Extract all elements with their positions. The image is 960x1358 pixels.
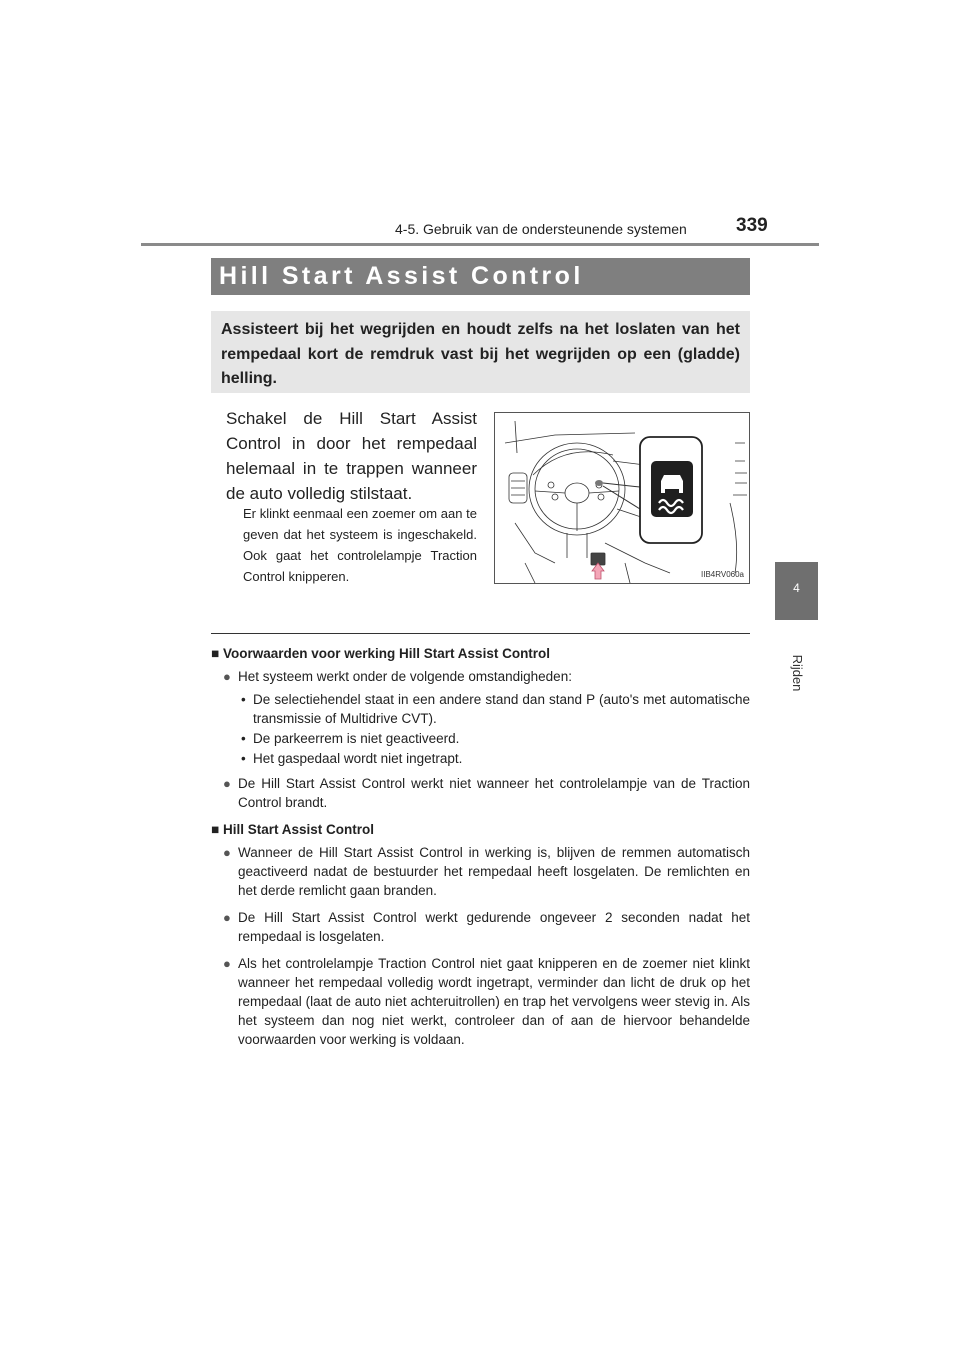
detail-content [211, 644, 750, 1057]
page-number: 339 [736, 215, 768, 236]
header-rule [141, 243, 819, 246]
section-divider [211, 633, 750, 634]
list-item: ● De Hill Start Assist Control werkt niet wanneer het controlelampje van de Traction Control brandt. [223, 776, 750, 810]
traction-control-indicator-icon [651, 461, 693, 517]
chapter-number: 4 [793, 581, 800, 595]
bullet-marker: ● [223, 776, 231, 791]
subsection-heading-hill-start: ■ Hill Start Assist Control [211, 822, 375, 837]
page-title: Hill Start Assist Control [219, 262, 584, 290]
running-header-section: 4-5. Gebruik van de ondersteunende systemen [395, 221, 687, 237]
list-item: ● De Hill Start Assist Control werkt gedurende ongeveer 2 seconden nadat het rempedaal is losgelaten. [223, 910, 750, 944]
chapter-tab [775, 562, 818, 620]
condition-item: • De parkeerrem is niet geactiveerd. [241, 731, 460, 746]
dashboard-illustration [494, 412, 750, 584]
sub-bullet-marker: • [241, 751, 246, 766]
sub-bullet-marker: • [241, 731, 246, 746]
bullet-marker: ● [223, 845, 231, 860]
condition-item: • Het gaspedaal wordt niet ingetrapt. [241, 751, 463, 766]
sub-bullet-marker: • [241, 692, 246, 707]
list-item: ● Wanneer de Hill Start Assist Control in werking is, blijven de remmen automatisch geactiveerd nadat de bestuurder het rempedaal heeft losgelaten. De remlichten en het derde remlicht gaan branden. [223, 845, 750, 898]
section-marker: ■ [211, 646, 220, 661]
bullet-marker: ● [223, 910, 231, 925]
list-item: ● Het systeem werkt onder de volgende omstandigheden: [223, 669, 572, 684]
instruction-text: Schakel de Hill Start Assist Control in door het rempedaal helemaal in te trappen wanneer de auto volledig stilstaat. [226, 409, 477, 503]
summary-box [211, 311, 750, 393]
bullet-marker: ● [223, 956, 231, 971]
instruction-note: Er klinkt eenmaal een zoemer om aan te geven dat het systeem is ingeschakeld. Ook gaat het controlelampje Traction Control knipperen. [243, 506, 477, 584]
condition-item: • De selectiehendel staat in een andere stand dan stand P (auto's met automatische transmissie of Multidrive CVT). [241, 692, 750, 726]
summary-text: Assisteert bij het wegrijden en houdt zelfs na het loslaten van het rempedaal kort de remdruk vast bij het wegrijden op een (gladde) helling. [221, 321, 740, 387]
figure-code: IIB4RV060a [701, 570, 744, 579]
chapter-label: Rijden [790, 654, 805, 692]
dashboard-line-drawing [495, 413, 749, 583]
list-item: ● Als het controlelampje Traction Control niet gaat knipperen en de zoemer niet klinkt wanneer het rempedaal volledig wordt ingetrapt, verminder dan licht de druk op het rempedaal (laat de auto niet achteruitrollen) en trap het vervolgens weer stevig in. Als het systeem dan nog niet werkt, controleer dan of aan de hiervoor behandelde voorwaarden voor werking is voldaan. [223, 956, 750, 1047]
bullet-marker: ● [223, 669, 231, 684]
subsection-heading-conditions: ■ Voorwaarden voor werking Hill Start Assist Control [211, 646, 551, 661]
section-marker: ■ [211, 822, 220, 837]
section-title-bar [211, 258, 750, 295]
